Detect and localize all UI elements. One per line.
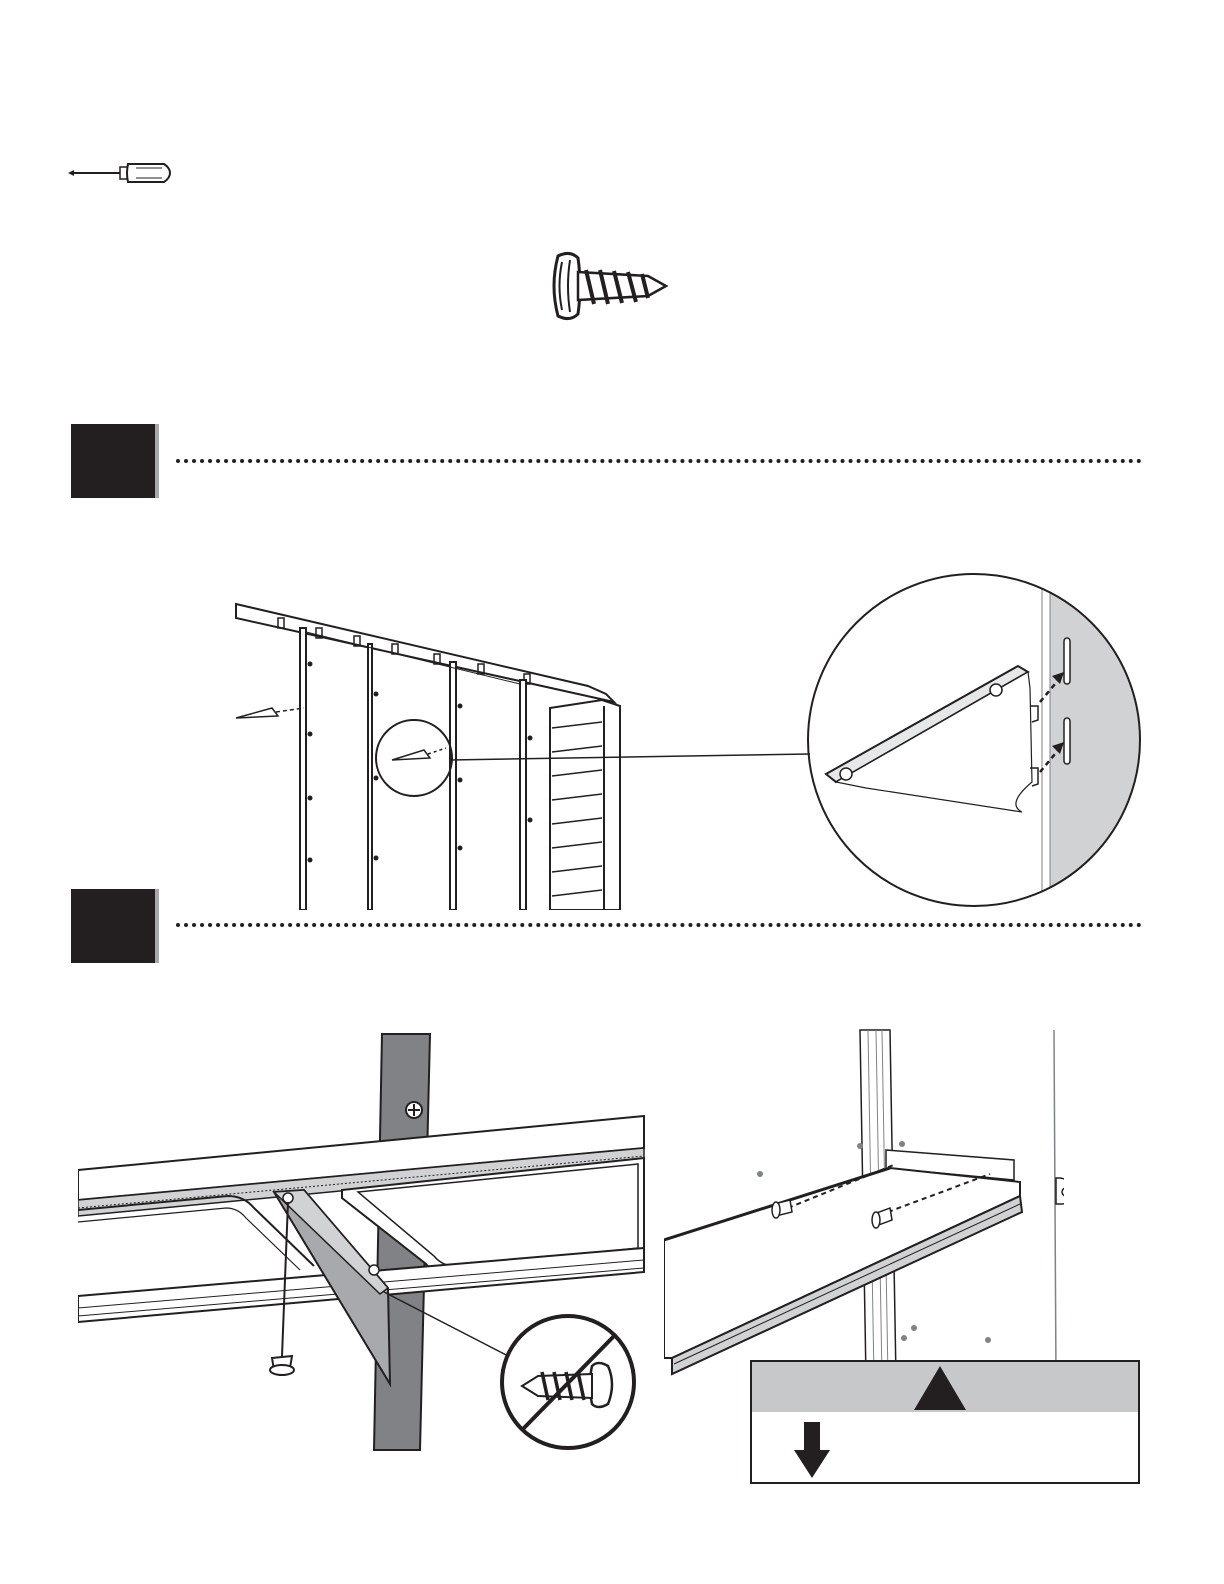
warning-triangle-icon: [912, 1364, 968, 1412]
shelf-wall-mount-illustration: [664, 1028, 1064, 1378]
screwdriver-icon: [66, 158, 176, 188]
no-screw-prohibition-icon: [498, 1312, 638, 1452]
step-2-divider: [176, 923, 1142, 927]
step-1-divider: [176, 459, 1142, 463]
screw-icon: [548, 248, 670, 324]
step-1-number: [71, 424, 155, 498]
caution-header: [752, 1362, 1138, 1412]
caution-box: [750, 1360, 1140, 1484]
step-1-badge: [71, 424, 155, 498]
step-2-number: [71, 889, 155, 963]
step-2-badge: [71, 889, 155, 963]
arrow-down-icon: [794, 1420, 830, 1480]
detail-leader-line: [450, 748, 812, 768]
bracket-slot-detail: [806, 572, 1142, 908]
